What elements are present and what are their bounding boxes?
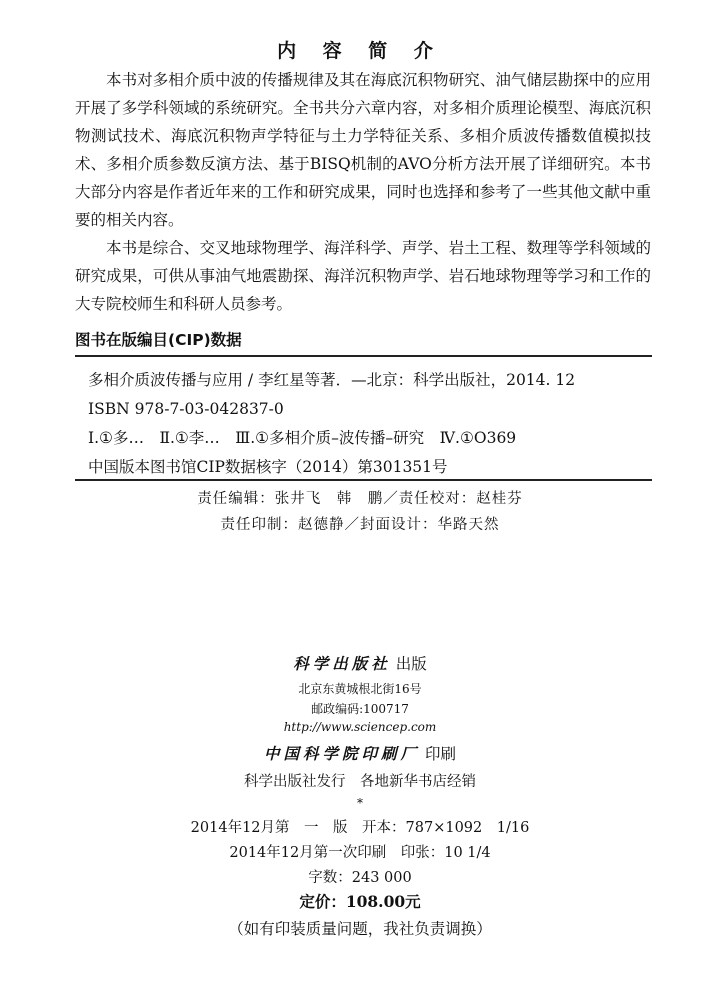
cip-line-title: 多相介质波传播与应用 / 李红星等著．—北京：科学出版社，2014. 12: [88, 371, 576, 389]
word-count: 字数：243 000: [308, 870, 412, 886]
publisher-action: 出版: [395, 655, 427, 673]
cip-line-record: 中国版本图书馆CIP数据核字（2014）第301351号: [88, 458, 448, 476]
summary-body: [75, 66, 651, 318]
printing-line: 2014年12月第一次印刷 印张：10 1/4: [229, 845, 491, 861]
cip-top-rule: [75, 355, 652, 357]
printer-action: 印刷: [424, 745, 456, 763]
cip-line-isbn: ISBN 978-7-03-042837-0: [88, 400, 284, 418]
summary-title: 内 容 简 介: [277, 40, 443, 62]
publisher-line: [0, 652, 720, 680]
separator-star: *: [357, 796, 363, 810]
publisher-website: http://www.sciencep.com: [283, 720, 437, 734]
cip-line-classification: Ⅰ.①多… Ⅱ.①李… Ⅲ.①多相介质–波传播–研究 Ⅳ.①O369: [88, 429, 517, 447]
editors-block: [0, 486, 720, 538]
publication-info: [0, 652, 720, 943]
cip-block: [88, 366, 652, 482]
printer-name: 中国科学院印刷厂: [264, 744, 421, 763]
quality-notice: （如有印装质量问题，我社负责调换）: [228, 920, 492, 938]
edition-line: 2014年12月第 一 版 开本：787×1092 1/16: [190, 820, 530, 836]
publisher-postcode: 邮政编码:100717: [311, 702, 409, 716]
publisher-name: 科学出版社: [293, 654, 391, 673]
printer-line: [0, 742, 720, 770]
summary-paragraph-1: 本书对多相介质中波的传播规律及其在海底沉积物研究、油气储层勘探中的应用开展了多学科领域的系统研究。全书共分六章内容，对多相介质理论模型、海底沉积物测试技术、海底沉积物声学特征与土力学特征关系、多相介质波传播数值模拟技术、多相介质参数反演方法、基于BISQ机制的AVO分析方法开展了详细研究。本书大部分内容是作者近年来的工作和研究成果，同时也选择和参考了一些其他文献中重要的相关内容。: [75, 71, 651, 229]
distribution-line: 科学出版社发行 各地新华书店经销: [244, 774, 476, 790]
cip-heading: 图书在版编目(CIP)数据: [75, 331, 242, 349]
price: 定价：108.00元: [299, 892, 421, 911]
cip-bottom-rule: [75, 479, 652, 481]
publisher-address: 北京东黄城根北街16号: [298, 682, 422, 696]
editors-line-2: 责任印制：赵德静／封面设计：华路天然: [220, 517, 500, 533]
editors-line-1: 责任编辑：张井飞 韩 鹏／责任校对：赵桂芬: [197, 491, 523, 507]
summary-paragraph-2: 本书是综合、交叉地球物理学、海洋科学、声学、岩土工程、数理等学科领域的研究成果，可供从事油气地震勘探、海洋沉积物声学、岩石地球物理等学习和工作的大专院校师生和科研人员参考。: [75, 239, 651, 313]
